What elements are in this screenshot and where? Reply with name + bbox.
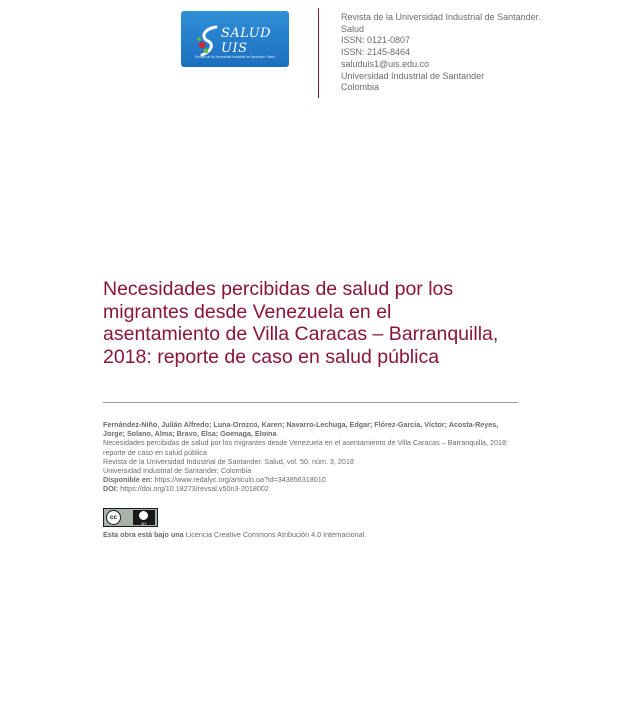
journal-issn-print: ISSN: 0121-0807 [341, 35, 411, 46]
journal-line: Salud [341, 23, 365, 34]
article-title-repeat: Necesidades percibidas de salud por los migrantes desde Venezuela en el asentamiento de Villa Caracas – Barranquilla, 2018: reporte de caso en salud pública [103, 438, 509, 457]
doi-label: DOI: [103, 484, 119, 494]
logo-text: SALUD UIS [221, 26, 272, 56]
header-divider [318, 8, 319, 98]
available-label: Disponible en: [103, 475, 153, 485]
article-metadata [103, 420, 521, 494]
license-prefix: Esta obra está bajo una [103, 530, 184, 539]
journal-university: Universidad Industrial de Santander [341, 70, 485, 81]
cc-icon: cc [106, 510, 121, 525]
logo-swoosh-icon [196, 25, 222, 57]
article-publisher: Universidad Industrial de Santander, Colombia [103, 466, 252, 476]
journal-info [341, 12, 541, 94]
article-authors: Fernández-Niño, Julián Alfredo; Luna-Orozco, Karen; Navarro-Lechuga, Edgar; Flórez-García, Víctor; Acosta-Reyes, Jorge; Solano, Alma; Bravo, Elsa; Goenaga, Eloina [103, 420, 499, 439]
title-divider [103, 402, 518, 403]
journal-issn-online: ISSN: 2145-8464 [341, 47, 411, 58]
journal-email[interactable]: saluduis1@uis.edu.co [341, 58, 430, 69]
salud-uis-logo [181, 11, 289, 67]
cc-by-badge[interactable] [103, 508, 158, 527]
article-doi [103, 484, 521, 493]
available-link[interactable]: https://www.redalyc.org/articulo.oa?id=343856318010 [154, 475, 326, 485]
article-citation: Revista de la Universidad Industrial de Santander. Salud, vol. 50, núm. 3, 2018 [103, 456, 354, 466]
license-link[interactable]: Licencia Creative Commons Atribución 4.0 Internacional. [185, 530, 367, 539]
license-statement [103, 530, 366, 539]
logo-subtitle: Revista de la Universidad Industrial de Santander. Salud [195, 55, 275, 59]
journal-country: Colombia [341, 82, 380, 93]
journal-line: Revista de la Universidad Industrial de Santander. [341, 12, 541, 22]
doi-link[interactable]: https://doi.org/10.18273/revsal.v50n3-2018002 [120, 484, 269, 494]
person-icon [139, 511, 148, 520]
article-title: Necesidades percibidas de salud por los migrantes desde Venezuela en el asentamiento de Villa Caracas – Barranquilla, 2018: reporte de caso en salud pública [103, 278, 499, 368]
article-available [103, 475, 521, 484]
by-icon [133, 510, 155, 525]
by-label: BY [141, 521, 147, 526]
